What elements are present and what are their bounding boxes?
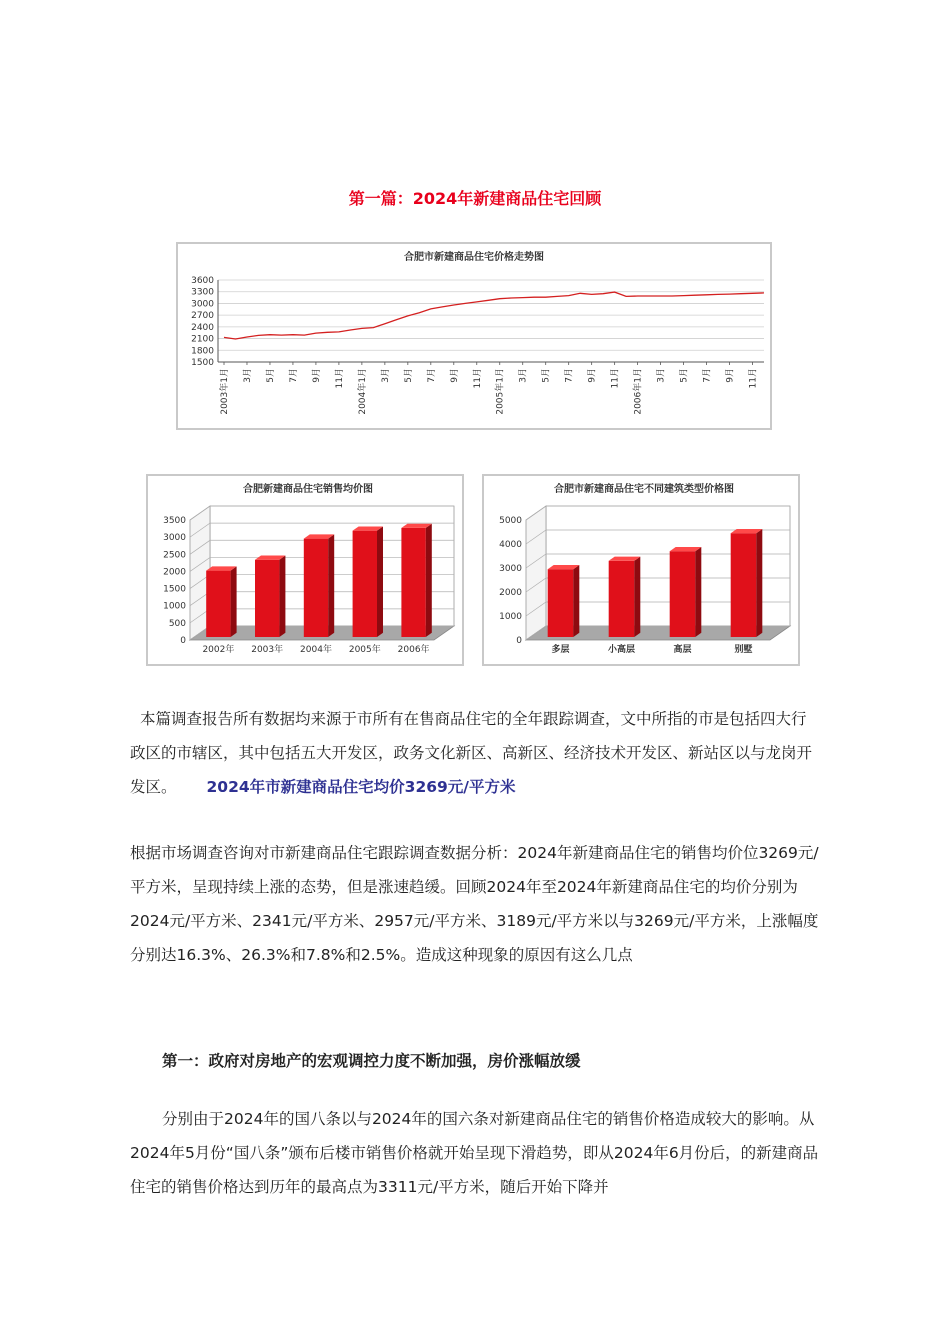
x-tick-label: 5月 [265, 368, 276, 383]
x-tick-label: 2006年1月 [633, 368, 644, 415]
y-tick-label: 3000 [191, 299, 214, 310]
x-tick-label: 3月 [518, 368, 529, 383]
policy-paragraph [130, 1102, 820, 1204]
bar-side [279, 556, 285, 637]
y-tick-label: 1000 [163, 601, 186, 612]
bar-front [255, 560, 279, 637]
x-tick-label: 5月 [403, 368, 414, 383]
x-tick-label: 2004年1月 [357, 368, 368, 415]
intro-text: 本篇调查报告所有数据均来源于市所有在售商品住宅的全年跟踪调查，文中所指的市是包括四大行政区的市辖区，其中包括五大开发区，政务文化新区、高新区、经济技术开发区、新站区以与龙岗开发区。 [130, 710, 813, 796]
y-tick-label: 1500 [163, 584, 186, 595]
y-tick-label: 2100 [191, 334, 214, 345]
y-tick-label: 2500 [163, 550, 186, 561]
x-tick-label: 9月 [449, 368, 460, 383]
x-tick-label: 3月 [242, 368, 253, 383]
y-tick-label: 2400 [191, 322, 214, 333]
x-tick-label: 2003年1月 [220, 368, 230, 415]
y-tick-label: 1800 [191, 346, 214, 357]
bar-side [756, 529, 762, 637]
page-title: 第一篇：2024年新建商品住宅回顾 [348, 189, 602, 208]
bar-front [401, 528, 425, 637]
bar-side [328, 534, 334, 637]
category-label: 多层 [551, 645, 570, 655]
x-tick-label: 7月 [702, 368, 713, 383]
y-tick-label: 2700 [191, 311, 214, 322]
category-label: 2002年 [202, 645, 235, 655]
bar-front [304, 539, 328, 637]
bar-chart-1 [148, 476, 462, 664]
y-tick-label: 2000 [163, 567, 186, 578]
category-label: 高层 [673, 645, 692, 655]
x-tick-label: 9月 [725, 368, 736, 383]
y-tick-label: 1000 [499, 612, 522, 622]
bar-chart-2-frame [482, 474, 800, 666]
intro-paragraph [130, 702, 820, 804]
category-label: 小高层 [607, 645, 636, 655]
line-chart [178, 244, 770, 428]
x-tick-label: 3月 [656, 368, 667, 383]
x-tick-label: 7月 [426, 368, 437, 383]
bar-front [548, 569, 574, 637]
y-tick-label: 1500 [191, 358, 214, 368]
section-heading-1: 第一：政府对房地产的宏观调控力度不断加强，房价涨幅放缓 [162, 1052, 581, 1070]
x-tick-label: 3月 [380, 368, 391, 383]
bar-chart-2 [484, 476, 798, 664]
side-wall [526, 506, 546, 640]
bar-front [353, 531, 377, 637]
bar-front [731, 533, 757, 637]
y-tick-label: 500 [168, 618, 186, 629]
average-price-heading: 2024年市新建商品住宅均价3269元/平方米 [206, 778, 516, 796]
x-tick-label: 9月 [587, 368, 598, 383]
analysis-paragraph: 根据市场调查咨询对市新建商品住宅跟踪调查数据分析：2024年新建商品住宅的销售均价位3269元/平方米，呈现持续上涨的态势，但是涨速趋缓。回顾2024年至2024年新建商品住宅的均价分别为2024元/平方米、2341元/平方米、2957元/平方米、3189元/平方米以与3269元/平方米，上涨幅度分别达16.3%、26.3%和7.8%和2.5%。造成这种现象的原因有这么几点 [130, 844, 819, 964]
bar-chart-2-title: 合肥市新建商品住宅不同建筑类型价格图 [554, 484, 734, 495]
price-line [224, 292, 764, 339]
bar-front [670, 551, 696, 637]
line-chart-frame [176, 242, 772, 430]
bar-side [377, 526, 383, 637]
bar-chart-1-title: 合肥新建商品住宅销售均价图 [243, 484, 373, 495]
bar-side [695, 547, 701, 637]
y-tick-label: 3600 [191, 276, 214, 286]
category-label: 2006年 [397, 645, 430, 655]
x-tick-label: 11月 [334, 368, 345, 389]
bar-side [634, 557, 640, 637]
category-label: 别墅 [734, 645, 753, 655]
bar-chart-1-frame [146, 474, 464, 666]
y-tick-label: 0 [180, 636, 186, 646]
y-tick-label: 3000 [163, 533, 186, 544]
x-tick-label: 2005年1月 [495, 368, 506, 415]
y-tick-label: 5000 [499, 516, 522, 526]
x-tick-label: 7月 [288, 368, 299, 383]
category-label: 2005年 [348, 645, 381, 655]
bar-side [231, 566, 237, 637]
category-label: 2003年 [251, 645, 284, 655]
x-tick-label: 11月 [610, 368, 621, 389]
x-tick-label: 5月 [679, 368, 690, 383]
y-tick-label: 0 [516, 636, 522, 646]
bar-side [573, 565, 579, 637]
x-tick-label: 11月 [748, 368, 759, 389]
x-tick-label: 11月 [472, 368, 483, 389]
category-label: 2004年 [300, 645, 332, 655]
x-tick-label: 5月 [541, 368, 552, 383]
bar-side [426, 524, 432, 637]
x-tick-label: 9月 [311, 368, 322, 383]
line-chart-title: 合肥市新建商品住宅价格走势图 [404, 252, 544, 263]
y-tick-label: 2000 [499, 588, 522, 598]
bar-front [609, 561, 635, 637]
y-tick-label: 3000 [499, 564, 522, 574]
y-tick-label: 4000 [499, 540, 522, 550]
x-tick-label: 7月 [564, 368, 575, 383]
y-tick-label: 3500 [163, 516, 186, 526]
bar-front [206, 571, 230, 637]
policy-text: 分别由于2024年的国八条以与2024年的国六条对新建商品住宅的销售价格造成较大的影响。从2024年5月份“国八条”颁布后楼市销售价格就开始呈现下滑趋势，即从2024年6月份后，的新建商品住宅的销售价格达到历年的最高点为3311元/平方米，随后开始下降并 [130, 1110, 819, 1196]
y-tick-label: 3300 [191, 287, 214, 298]
